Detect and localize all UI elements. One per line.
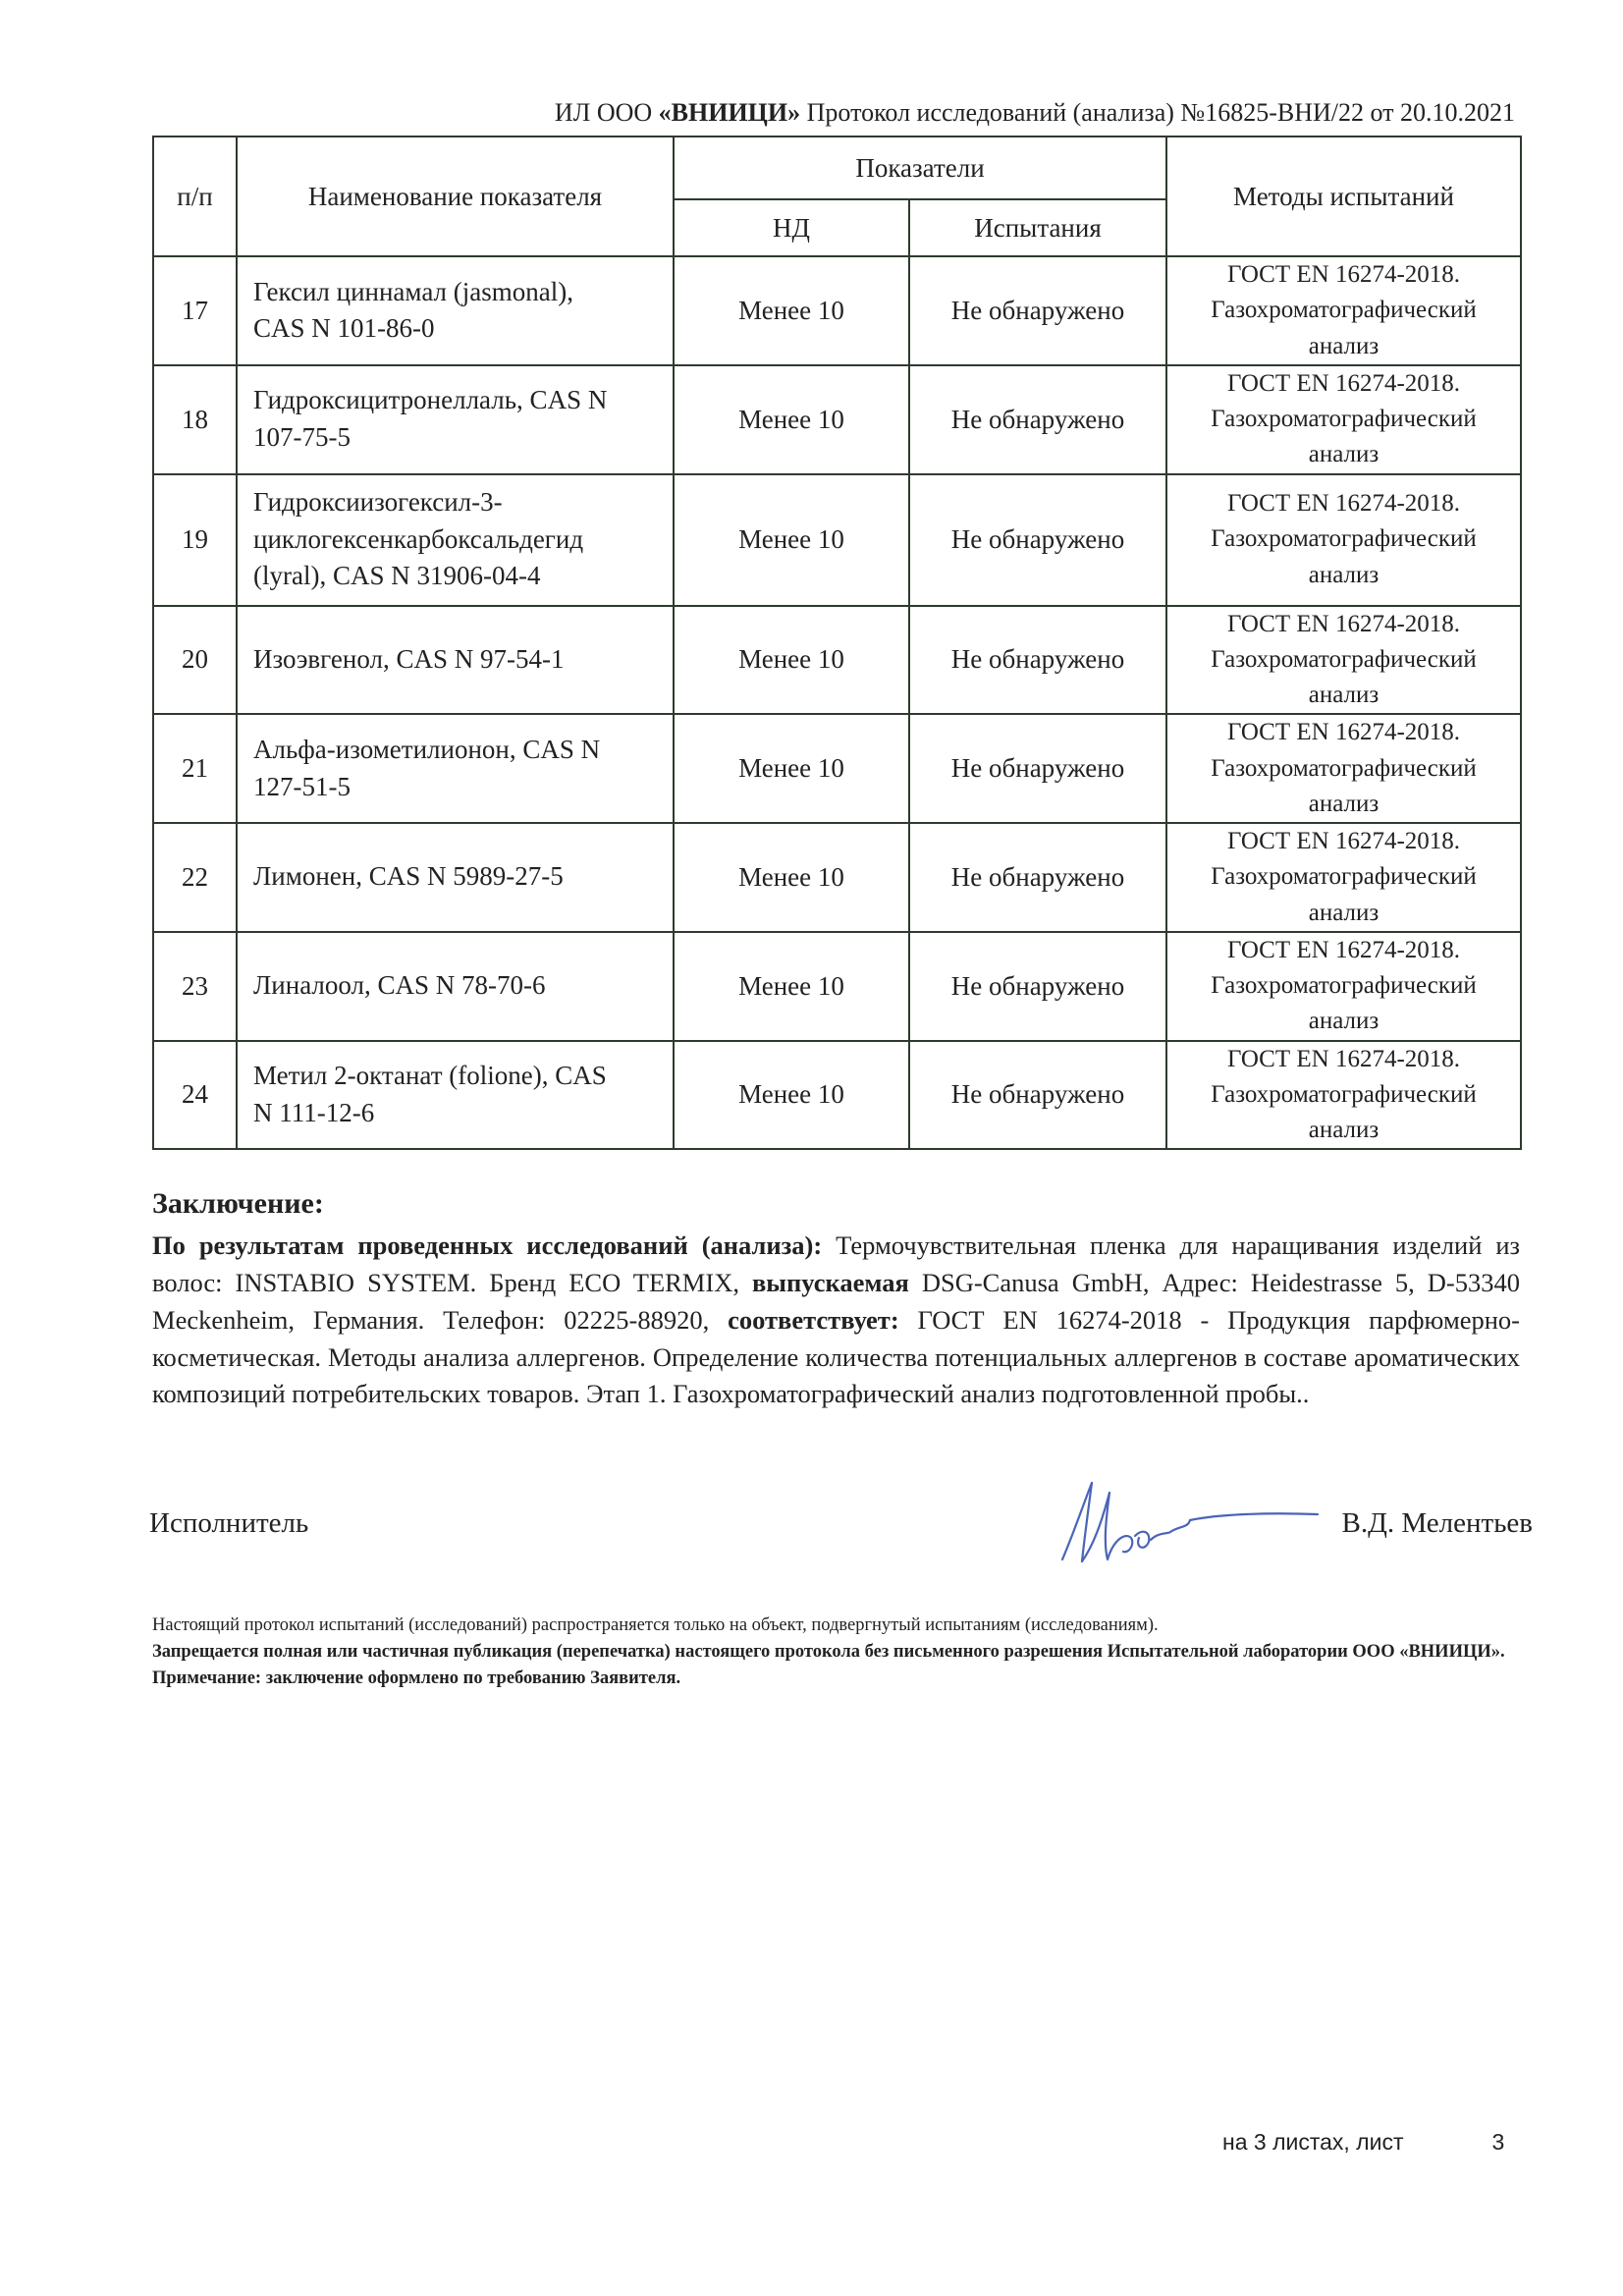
test-method-line: анализ (1308, 1008, 1380, 1035)
table-row (153, 474, 1521, 606)
indicator-name-line: (lyral), CAS N 31906-04-4 (253, 561, 541, 591)
table-row (153, 823, 1521, 932)
indicator-name-line: Изоэвгенол, CAS N 97-54-1 (253, 643, 565, 674)
table-row (153, 1041, 1521, 1150)
row-number: 20 (153, 606, 237, 715)
conclusion-title: Заключение: (152, 1187, 324, 1220)
test-method-line: анализ (1308, 790, 1380, 817)
row-number: 24 (153, 1041, 237, 1150)
test-method-line: ГОСТ EN 16274-2018. (1226, 261, 1461, 288)
test-method-line: ГОСТ EN 16274-2018. (1226, 490, 1461, 518)
note-remark: Примечание: заключение оформлено по требованию Заявителя. (152, 1667, 681, 1688)
test-method-line: ГОСТ EN 16274-2018. (1226, 719, 1461, 746)
test-method (1166, 365, 1521, 474)
test-result: Не обнаружено (909, 474, 1166, 606)
sheets-info: на 3 листах, лист (1222, 2129, 1404, 2155)
indicator-name (237, 365, 674, 474)
row-number: 22 (153, 823, 237, 932)
conclusion-section (152, 1183, 1520, 1413)
row-number: 17 (153, 256, 237, 365)
test-method-line: анализ (1308, 561, 1380, 588)
test-method-line: ГОСТ EN 16274-2018. (1226, 1045, 1461, 1072)
indicator-name-line: Гидроксиизогексил-3- (253, 486, 503, 517)
col-header-tests: Испытания (909, 199, 1166, 256)
test-method (1166, 932, 1521, 1041)
table-row (153, 606, 1521, 715)
test-method-line: Газохроматографический (1211, 972, 1477, 999)
indicator-name-line: циклогексенкарбоксальдегид (253, 523, 584, 554)
nd-value: Менее 10 (674, 1041, 909, 1150)
test-result: Не обнаружено (909, 1041, 1166, 1150)
test-method-line: Газохроматографический (1211, 406, 1477, 432)
test-method (1166, 1041, 1521, 1150)
test-method-line: ГОСТ EN 16274-2018. (1226, 828, 1461, 854)
test-result: Не обнаружено (909, 823, 1166, 932)
lab-name: ИЛ ООО «ВНИИЦИ» (554, 98, 801, 127)
indicator-name-line: Линалоол, CAS N 78-70-6 (253, 970, 546, 1001)
indicator-name (237, 823, 674, 932)
row-number: 23 (153, 932, 237, 1041)
indicator-name-line: Гидроксицитронеллаль, CAS N (253, 385, 608, 415)
test-method-line: Газохроматографический (1211, 754, 1477, 782)
col-header-name: Наименование показателя (237, 137, 674, 256)
note-scope: Настоящий протокол испытаний (исследований) распространяется только на объект, подвергнутый испытаниям (исследованиям). (152, 1615, 1159, 1635)
test-method-line: анализ (1308, 441, 1380, 468)
test-method-line: анализ (1308, 332, 1380, 359)
test-result: Не обнаружено (909, 256, 1166, 365)
row-number: 18 (153, 365, 237, 474)
table-body (153, 256, 1521, 1149)
col-header-indicators: Показатели (674, 137, 1166, 199)
indicator-name-line: 127-51-5 (253, 771, 351, 801)
test-method (1166, 606, 1521, 715)
conclusion-text: По результатам проведенных исследований (анализа): Термочувствительная пленка для наращивания изделий из волос: INSTABIO SYSTEM. Бренд ECO TERMIX, выпускаемая DSG-Canusa GmbH, Адрес: Heidestrasse 5, D-53340 Meckenheim, Германия. Телефон: 02225-88920, соответствует: ГОСТ EN 16274-2018 - Продукция парфюмерно-косметическая. Методы анализа аллергенов. Определение количества потенциальных аллергенов в составе ароматических композиций потребительских товаров. Этап 1. Газохроматографический анализ подготовленной пробы.. (152, 1230, 1520, 1409)
page-number: 3 (1491, 2129, 1505, 2155)
test-result: Не обнаружено (909, 714, 1166, 823)
test-method-line: Газохроматографический (1211, 863, 1477, 891)
note-copyright: Запрещается полная или частичная публикация (перепечатка) настоящего протокола без письменного разрешения Испытательной лаборатории ООО «ВНИИЦИ». (152, 1641, 1505, 1662)
test-method (1166, 714, 1521, 823)
executor-label: Исполнитель (149, 1507, 309, 1539)
test-method-line: анализ (1308, 682, 1380, 708)
protocol-title: Протокол исследований (анализа) №16825-ВНИ/22 от 20.10.2021 (806, 98, 1515, 127)
indicator-name-line: Альфа-изометилионон, CAS N (253, 734, 601, 764)
test-method (1166, 823, 1521, 932)
nd-value: Менее 10 (674, 932, 909, 1041)
indicator-name (237, 932, 674, 1041)
test-method-line: ГОСТ EN 16274-2018. (1226, 369, 1461, 397)
test-method-line: ГОСТ EN 16274-2018. (1226, 610, 1461, 637)
test-method (1166, 474, 1521, 606)
test-result: Не обнаружено (909, 606, 1166, 715)
protocol-header (147, 98, 1515, 128)
table-row (153, 932, 1521, 1041)
indicator-name (237, 714, 674, 823)
notes-section (152, 1613, 1520, 1691)
row-number: 21 (153, 714, 237, 823)
col-header-num: п/п (153, 137, 237, 256)
test-method-line: Газохроматографический (1211, 645, 1477, 673)
indicator-name (237, 474, 674, 606)
nd-value: Менее 10 (674, 823, 909, 932)
indicator-name-line: 107-75-5 (253, 422, 351, 453)
test-method (1166, 256, 1521, 365)
nd-value: Менее 10 (674, 256, 909, 365)
table-row (153, 365, 1521, 474)
test-result: Не обнаружено (909, 932, 1166, 1041)
table-row (153, 714, 1521, 823)
page-footer (1222, 2129, 1504, 2156)
test-method-line: Газохроматографический (1211, 1080, 1477, 1108)
col-header-nd: НД (674, 199, 909, 256)
indicator-name-line: N 111-12-6 (253, 1097, 375, 1127)
table-header-row (153, 137, 1521, 199)
signer-name: В.Д. Мелентьев (1341, 1507, 1533, 1539)
test-method-line: Газохроматографический (1211, 525, 1477, 553)
results-table (152, 136, 1522, 1150)
nd-value: Менее 10 (674, 714, 909, 823)
row-number: 19 (153, 474, 237, 606)
indicator-name (237, 1041, 674, 1150)
nd-value: Менее 10 (674, 606, 909, 715)
indicator-name-line: Лимонен, CAS N 5989-27-5 (253, 861, 564, 892)
nd-value: Менее 10 (674, 474, 909, 606)
col-header-methods: Методы испытаний (1166, 137, 1521, 256)
indicator-name-line: Гексил циннамал (jasmonal), (253, 276, 573, 306)
indicator-name-line: Метил 2-октанат (folione), CAS (253, 1061, 607, 1091)
test-method-line: Газохроматографический (1211, 297, 1477, 324)
test-method-line: анализ (1308, 899, 1380, 926)
table-row (153, 256, 1521, 365)
indicator-name (237, 256, 674, 365)
test-result: Не обнаружено (909, 365, 1166, 474)
nd-value: Менее 10 (674, 365, 909, 474)
signature-image (1041, 1463, 1325, 1581)
indicator-name (237, 606, 674, 715)
indicator-name-line: CAS N 101-86-0 (253, 313, 435, 344)
test-method-line: ГОСТ EN 16274-2018. (1226, 936, 1461, 963)
test-method-line: анализ (1308, 1117, 1380, 1143)
